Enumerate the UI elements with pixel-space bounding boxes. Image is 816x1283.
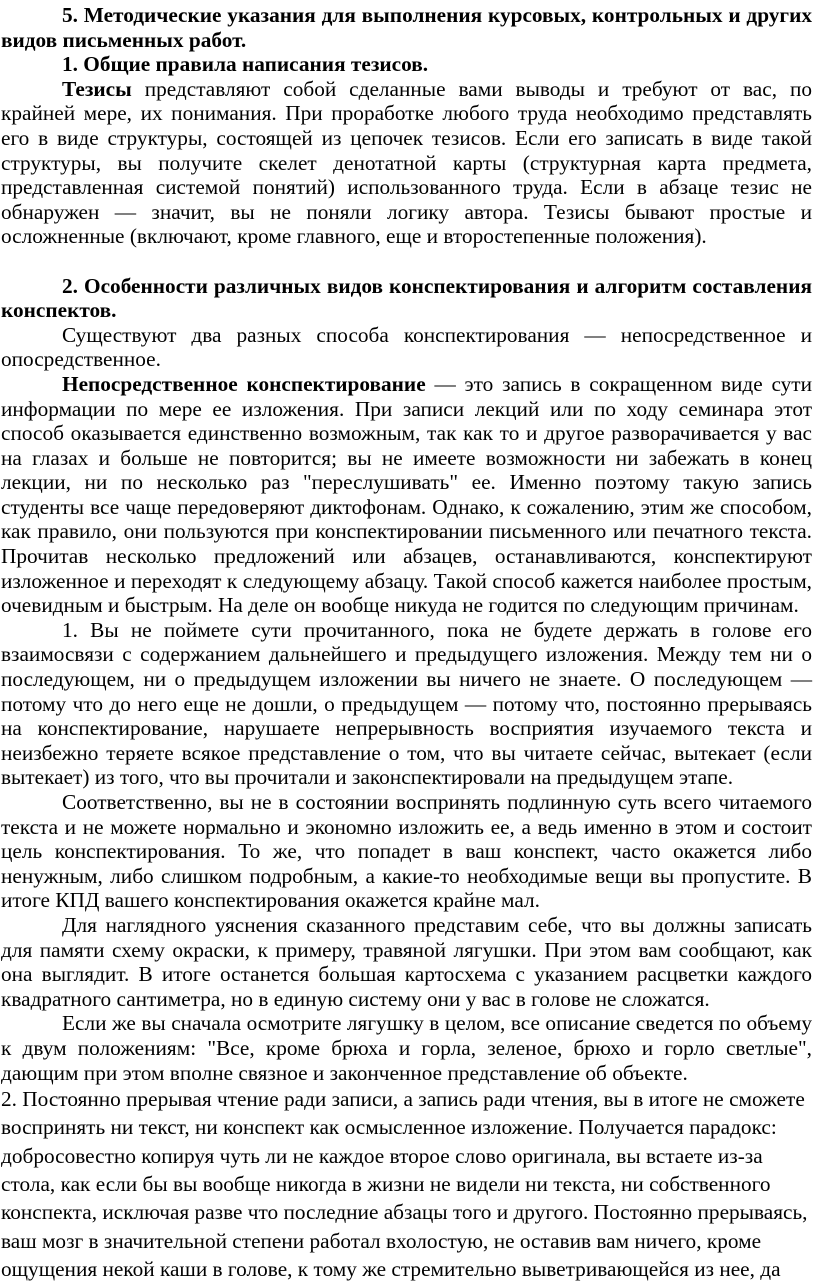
section-heading: 5. Методические указания для выполнения курсовых, контрольных и других видов письменных работ. bbox=[1, 3, 812, 52]
blank-line bbox=[1, 249, 812, 274]
paragraph-theses-text: представляют собой сделанные вами выводы и требуют от вас, по крайней мере, их понимания. При проработке любого труда необходимо представлять его в виде структуры, состоящей из цепочек тезисов. Если его записать в виде такой структуры, вы получите скелет денотатной карты (структурная карта предмета, представленная системой понятий) использованного труда. Если в абзаце тезис не обнаружен — значит, вы не поняли логику автора. Тезисы бывают простые и осложненные (включают, кроме главного, еще и второстепенные положения). bbox=[1, 76, 812, 249]
paragraph-frog-summary: Если же вы сначала осмотрите лягушку в целом, все описание сведется по объему к двум положениям: "Все, кроме брюха и горла, зеленое, брюхо и горло светлые", дающим при этом вполне связное и законченное представление об объекте. bbox=[1, 1011, 812, 1085]
paragraph-reason-2: 2. Постоянно прерывая чтение ради записи, а запись ради чтения, вы в итоге не сможете воспринять ни текст, ни конспект как осмысленное изложение. Получается парадокс: добросовестно копируя чуть ли не каждое второе слово оригинала, вы встаете из-за стола, как если бы вы вообще никогда в жизни не видели ни текста, ни собственного конспекта, исключая разве что последние абзацы того и другого. Постоянно прерываясь, ваш мозг в значительной степени работал вхолостую, не оставив вам ничего, кроме ощущения некой каши в голове, к тому же стремительно выветривающейся из нее, да bbox=[1, 1087, 808, 1281]
paragraph-theses bbox=[1, 77, 812, 249]
document-page bbox=[1, 3, 812, 1283]
subheading-theses-rules: 1. Общие правила написания тезисов. bbox=[62, 52, 429, 77]
paragraph-consequently: Соответственно, вы не в состоянии воспринять подлинную суть всего читаемого текста и не можете нормально и экономно изложить ее, а ведь именно в этом и состоит цель конспектирования. То же, что попадет в ваш конспект, часто окажется либо ненужным, либо слишком подробным, а какие-то необходимые вещи вы пропустите. В итоге КПД вашего конспектирования окажется крайне мал. bbox=[1, 790, 812, 913]
paragraph-two-methods: Существуют два разных способа конспектирования — непосредственное и опосредственное. bbox=[1, 322, 812, 372]
paragraph-reason-1: 1. Вы не поймете сути прочитанного, пока не будете держать в голове его взаимосвязи с содержанием дальнейшего и предыдущего изложения. Между тем ни о последующем, ни о предыдущем изложении вы ничего не знаете. О последующем — потому что до него еще не дошли, о предыдущем — потому что, постоянно прерываясь на конспектирование, нарушаете непрерывность восприятия изучаемого текста и неизбежно теряете всякое представление о том, что вы читаете сейчас, вытекает (если вытекает) из того, что вы прочитали и законспектировали на предыдущем этапе. bbox=[1, 617, 812, 790]
paragraph-direct-note-taking bbox=[1, 372, 812, 618]
paragraph-frog-example: Для наглядного уяснения сказанного представим себе, что вы должны записать для памяти схему окраски, к примеру, травяной лягушки. При этом вам сообщают, как она выглядит. В итоге останется большая картосхема с указанием расцветки каждого квадратного сантиметра, но в единую систему они у вас в голове не сложатся. bbox=[1, 912, 812, 1011]
paragraph-direct-text: — это запись в сокращенном виде сути информации по мере ее изложения. При записи лекций или по ходу семинара этот способ оказывается единственно возможным, так как то и другое разворачивается у вас на глазах и больше не повторится; вы не имеете возможности ни забежать в конец лекции, ни по несколько раз "переслушивать" ее. Именно поэтому такую запись студенты все чаще передоверяют диктофонам. Однако, к сожалению, этим же способом, как правило, они пользуются при конспектировании письменного или печатного текста. Прочитав несколько предложений или абзацев, останавливаются, конспектируют изложенное и переходят к следующему абзацу. Такой способ кажется наиболее простым, очевидным и быстрым. На деле он вообще никуда не годится по следующим причинам. bbox=[1, 371, 812, 618]
subheading-note-taking: 2. Особенности различных видов конспектирования и алгоритм составления конспектов. bbox=[1, 273, 812, 323]
term-direct-note-taking: Непосредственное конспектирование bbox=[62, 371, 426, 396]
term-theses: Тезисы bbox=[62, 76, 132, 101]
